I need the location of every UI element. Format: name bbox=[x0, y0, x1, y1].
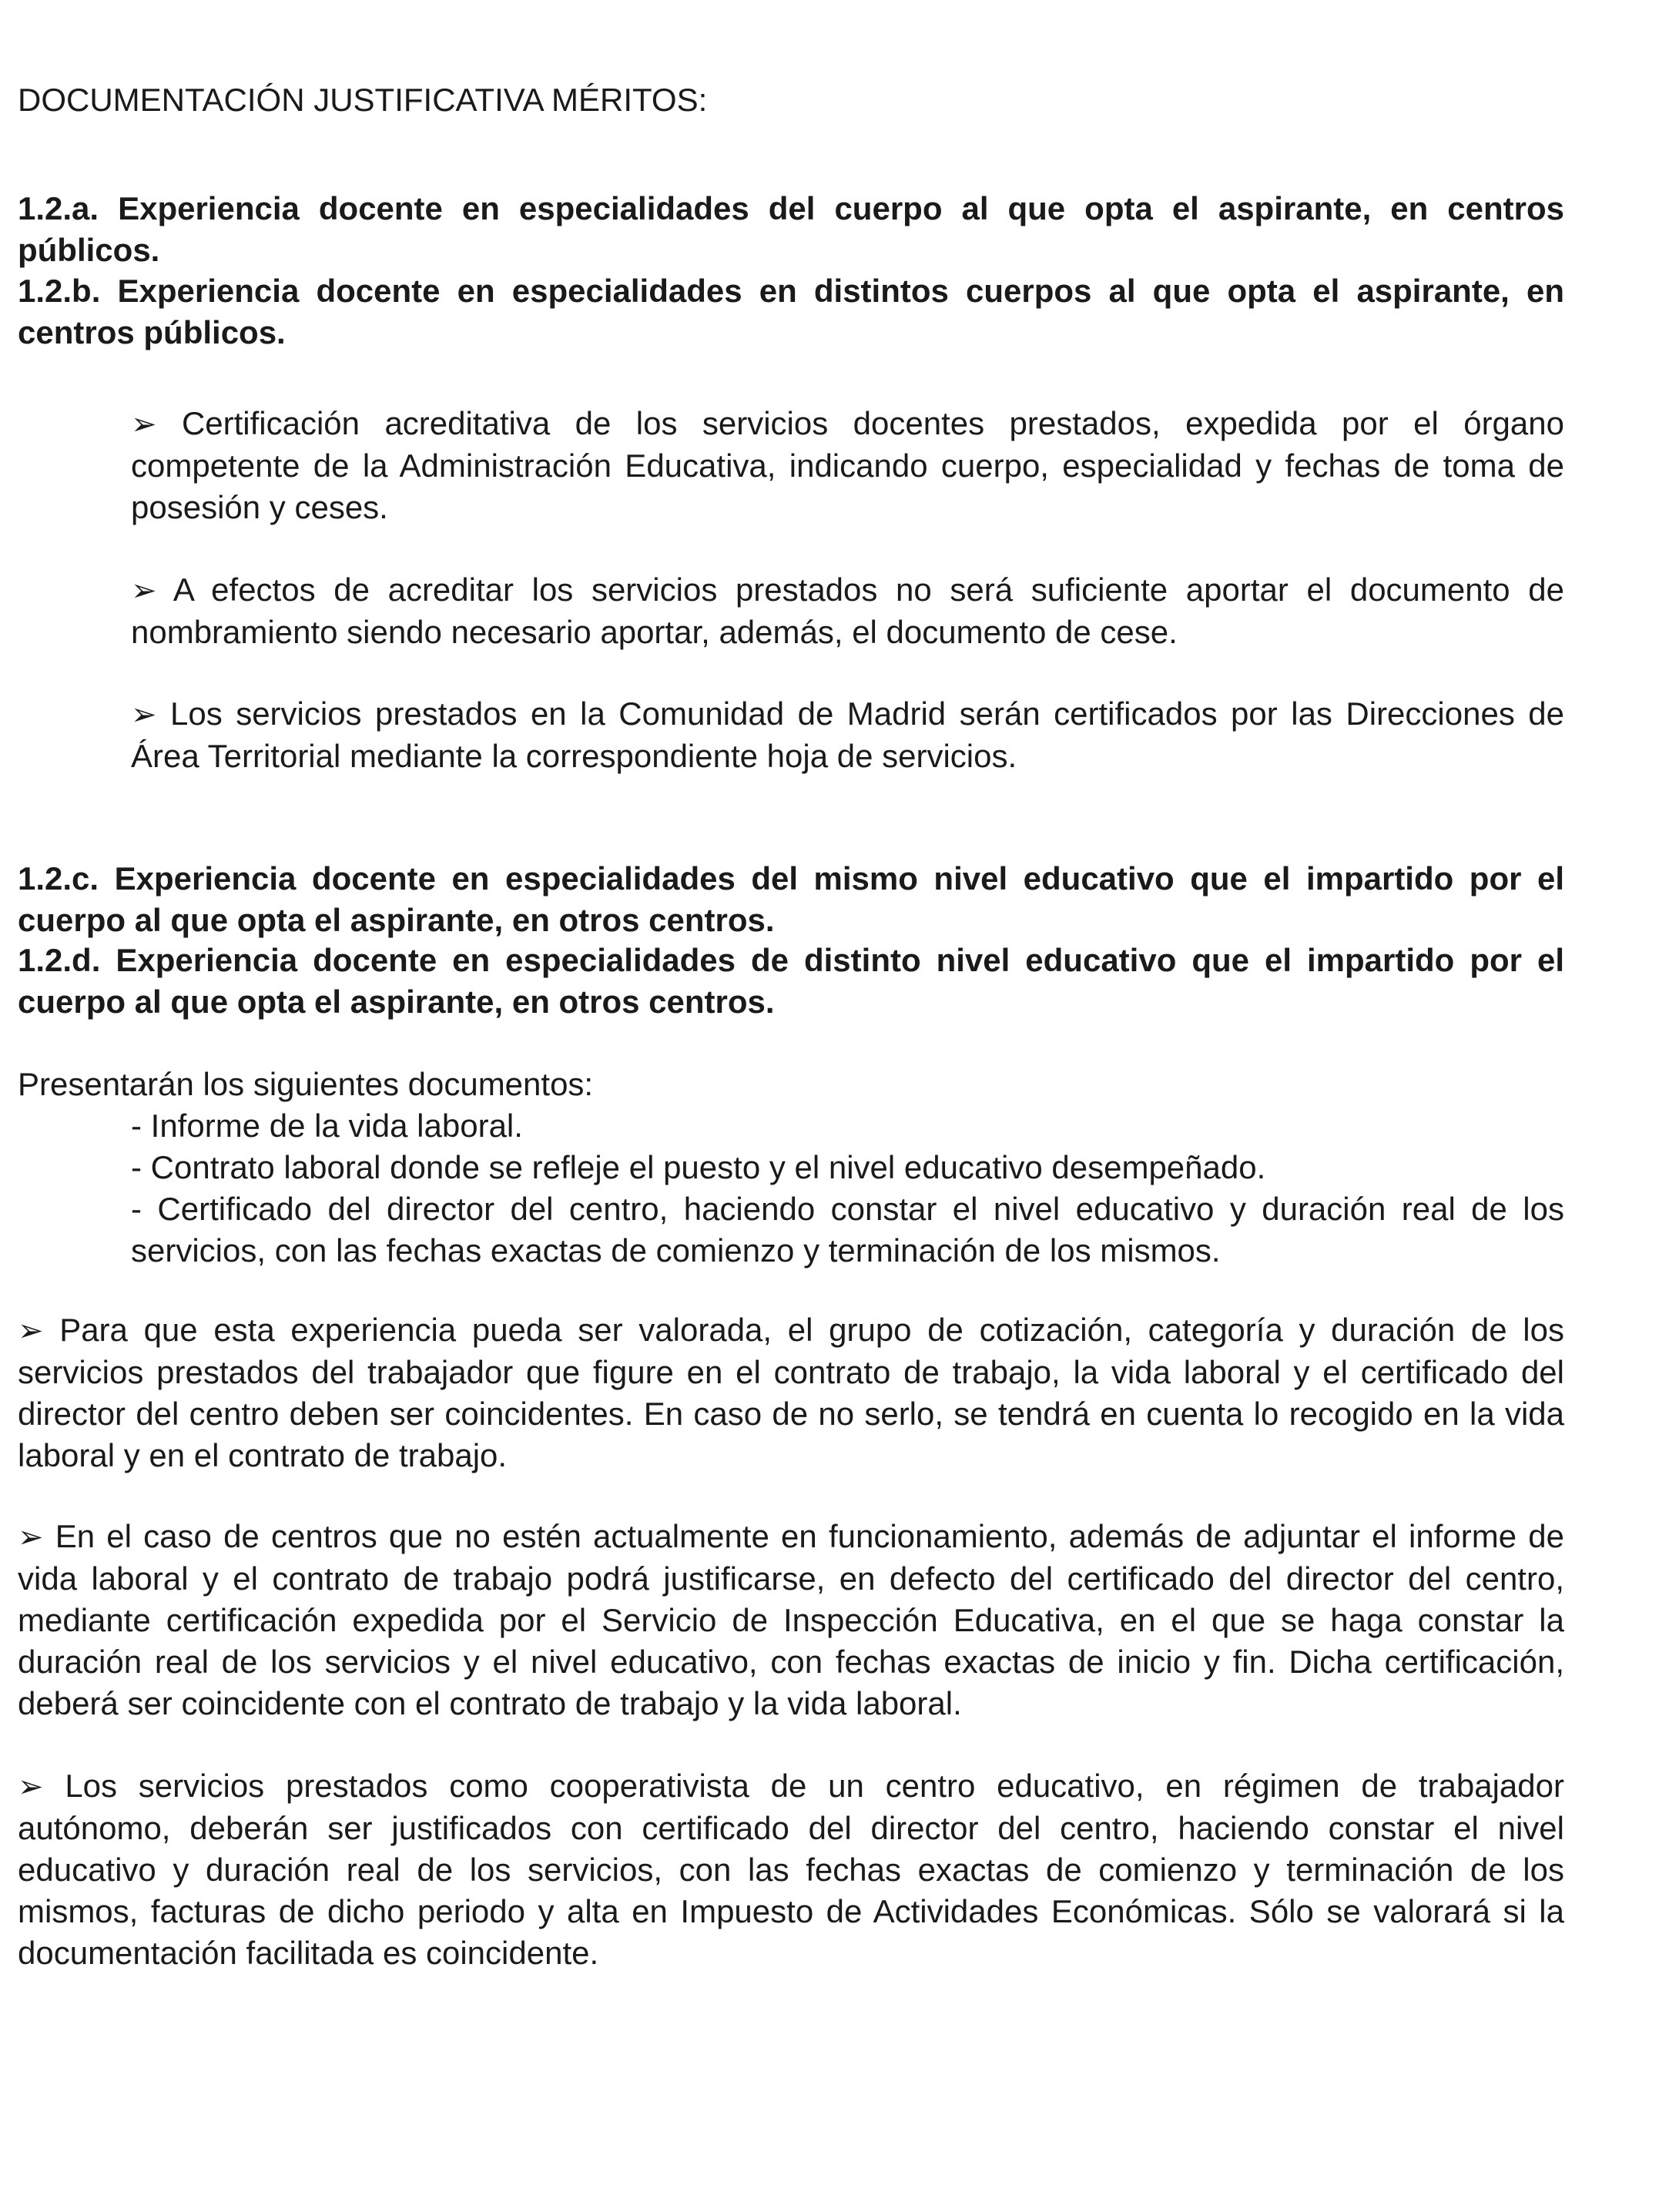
section-title-1-2-c: 1.2.c. Experiencia docente en especialidades del mismo nivel educativo que el impartido por el cuerpo al que opta el aspirante, en otros centros. bbox=[18, 860, 1564, 938]
bullet-item bbox=[131, 693, 1564, 777]
list-item: - Certificado del director del centro, haciendo constar el nivel educativo y duración real de los servicios, con las fechas exactas de comienzo y terminación de los mismos. bbox=[131, 1191, 1564, 1269]
bullet-item bbox=[18, 1309, 1564, 1476]
arrow-bullet-icon: ➢ bbox=[18, 1520, 44, 1555]
list-item: - Contrato laboral donde se refleje el puesto y el nivel educativo desempeñado. bbox=[131, 1149, 1266, 1185]
bullet-item bbox=[131, 569, 1564, 653]
arrow-bullet-icon: ➢ bbox=[18, 1769, 44, 1805]
bullet-item bbox=[18, 1516, 1564, 1724]
section-title-1-2-b: 1.2.b. Experiencia docente en especialidades en distintos cuerpos al que opta el aspirante, en centros públicos. bbox=[18, 273, 1564, 350]
bullet-text: Certificación acreditativa de los servicios docentes prestados, expedida por el órgano competente de la Administración Educativa, indicando cuerpo, especialidad y fechas de toma de posesión y ceses. bbox=[131, 405, 1564, 525]
section-title-1-2-d: 1.2.d. Experiencia docente en especialidades de distinto nivel educativo que el impartido por el cuerpo al que opta el aspirante, en otros centros. bbox=[18, 942, 1564, 1020]
bullet-item bbox=[18, 1765, 1564, 1974]
arrow-bullet-icon: ➢ bbox=[131, 573, 157, 608]
documents-intro: Presentarán los siguientes documentos: bbox=[18, 1066, 594, 1102]
documents-list bbox=[131, 1105, 1564, 1272]
arrow-bullet-icon: ➢ bbox=[131, 697, 157, 732]
bullet-text: A efectos de acreditar los servicios prestados no será suficiente aportar el documento de nombramiento siendo necesario aportar, además, el documento de cese. bbox=[131, 571, 1564, 650]
bullet-text: Para que esta experiencia pueda ser valorada, el grupo de cotización, categoría y duración de los servicios prestados del trabajador que figure en el contrato de trabajo, la vida laboral y el certificado del director del centro deben ser coincidentes. En caso de no serlo, se tendrá en cuenta lo recogido en la vida laboral y en el contrato de trabajo. bbox=[18, 1312, 1564, 1473]
arrow-bullet-icon: ➢ bbox=[131, 407, 157, 442]
bullet-text: Los servicios prestados como cooperativista de un centro educativo, en régimen de trabajador autónomo, deberán ser justificados con certificado del director del centro, haciendo constar el nivel educativo y duración real de los servicios, con las fechas exactas de comienzo y terminación de los mismos, facturas de dicho periodo y alta en Impuesto de Actividades Económicas. Sólo se valorará si la documentación facilitada es coincidente. bbox=[18, 1768, 1564, 1971]
list-item: - Informe de la vida laboral. bbox=[131, 1108, 523, 1144]
section-title-1-2-a: 1.2.a. Experiencia docente en especialidades del cuerpo al que opta el aspirante, en centros públicos. bbox=[18, 190, 1564, 268]
bullet-item bbox=[131, 403, 1564, 528]
bullet-text: En el caso de centros que no estén actualmente en funcionamiento, además de adjuntar el informe de vida laboral y el contrato de trabajo podrá justificarse, en defecto del certificado del director del centro, mediante certificación expedida por el Servicio de Inspección Educativa, en el que se haga constar la duración real de los servicios y el nivel educativo, con fechas exactas de inicio y fin. Dicha certificación, deberá ser coincidente con el contrato de trabajo y la vida laboral. bbox=[18, 1518, 1564, 1721]
page-heading: DOCUMENTACIÓN JUSTIFICATIVA MÉRITOS: bbox=[18, 82, 708, 118]
bullet-text: Los servicios prestados en la Comunidad de Madrid serán certificados por las Direcciones de Área Territorial mediante la correspondiente hoja de servicios. bbox=[131, 695, 1565, 774]
arrow-bullet-icon: ➢ bbox=[18, 1313, 44, 1349]
